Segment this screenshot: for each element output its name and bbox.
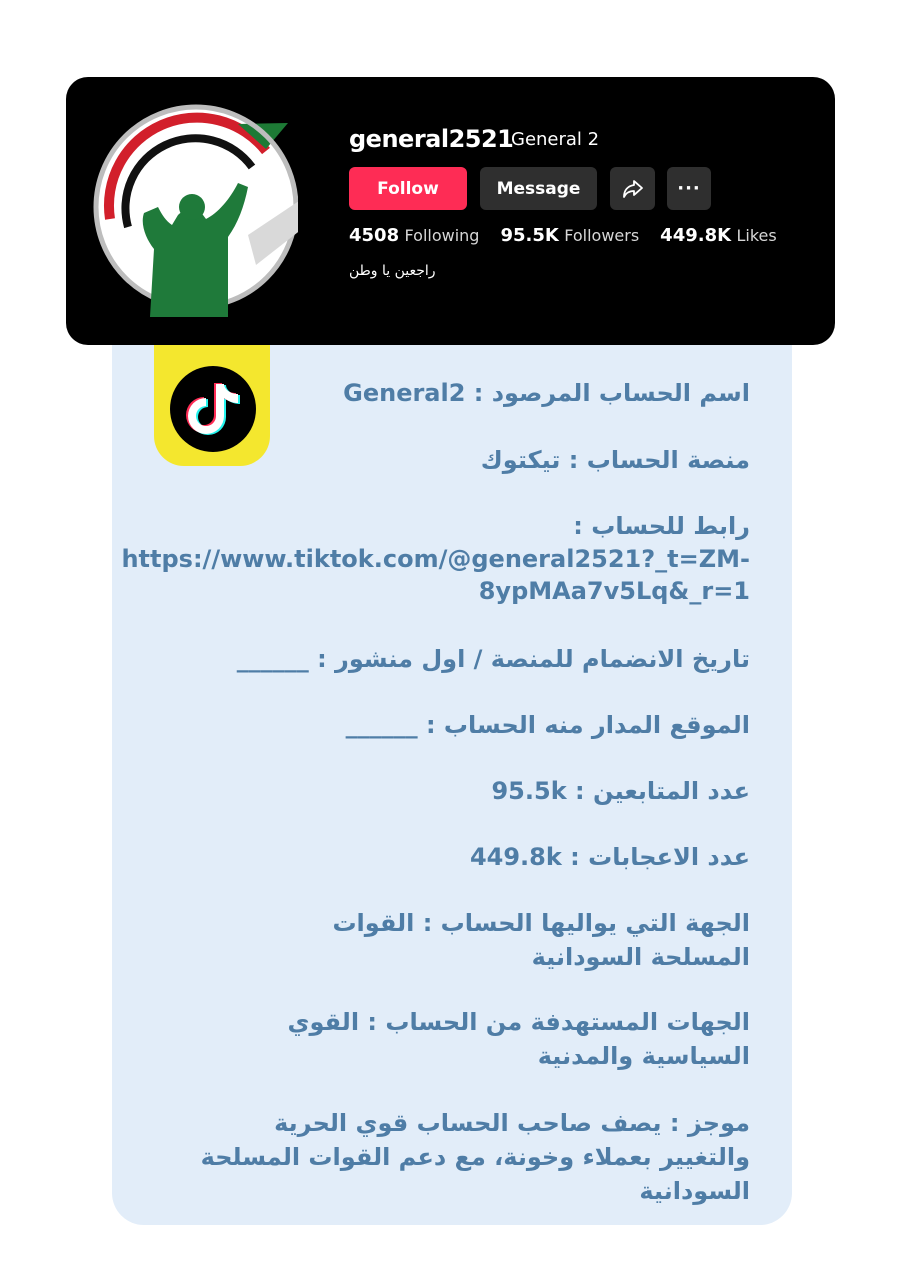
share-icon bbox=[622, 179, 644, 199]
location-field: الموقع المدار منه الحساب : ______ bbox=[345, 711, 750, 739]
share-button[interactable] bbox=[610, 167, 655, 210]
link-label: رابط للحساب : bbox=[573, 512, 750, 540]
avatar[interactable] bbox=[88, 89, 298, 319]
affiliation-field: الجهة التي يواليها الحساب : القوات المسلحة السودانية bbox=[332, 909, 750, 971]
followers-stat[interactable] bbox=[500, 225, 639, 246]
tiktok-badge bbox=[154, 344, 270, 466]
following-count: 4508 bbox=[349, 225, 400, 246]
likes-stat bbox=[660, 225, 777, 246]
likes-count: 449.8K bbox=[660, 225, 732, 246]
following-label: Following bbox=[404, 226, 480, 245]
tiktok-logo-icon bbox=[170, 366, 256, 452]
following-stat[interactable] bbox=[349, 225, 479, 246]
likes-label: Likes bbox=[736, 226, 777, 245]
followers-count: 95.5K bbox=[500, 225, 559, 246]
account-link-cont[interactable]: 8ypMAa7v5Lq&_r=1 bbox=[478, 577, 750, 605]
likes-field: عدد الاعجابات : 449.8k bbox=[469, 843, 750, 871]
followers-field: عدد المتابعين : 95.5k bbox=[491, 777, 750, 805]
bio: راجعين يا وطن bbox=[349, 263, 436, 279]
account-link[interactable]: https://www.tiktok.com/@general2521?_t=ZM- bbox=[121, 545, 750, 573]
join-date-field: تاريخ الانضمام للمنصة / اول منشور : ______ bbox=[236, 645, 750, 673]
message-button[interactable]: Message bbox=[480, 167, 597, 210]
follow-button[interactable]: Follow bbox=[349, 167, 467, 210]
display-name: General 2 bbox=[511, 129, 600, 150]
account-name-field: اسم الحساب المرصود : General2 bbox=[343, 379, 750, 407]
profile-card bbox=[66, 77, 835, 345]
targets-field: الجهات المستهدفة من الحساب : القوي السياسية والمدنية bbox=[287, 1008, 750, 1070]
summary-field: موجز : يصف صاحب الحساب قوي الحرية والتغيير بعملاء وخونة، مع دعم القوات المسلحة السودانية bbox=[200, 1109, 750, 1205]
username: general2521 bbox=[349, 125, 514, 153]
platform-field: منصة الحساب : تيكتوك bbox=[480, 446, 750, 474]
followers-label: Followers bbox=[564, 226, 640, 245]
more-button[interactable]: ··· bbox=[667, 167, 711, 210]
stats-row bbox=[349, 225, 798, 246]
